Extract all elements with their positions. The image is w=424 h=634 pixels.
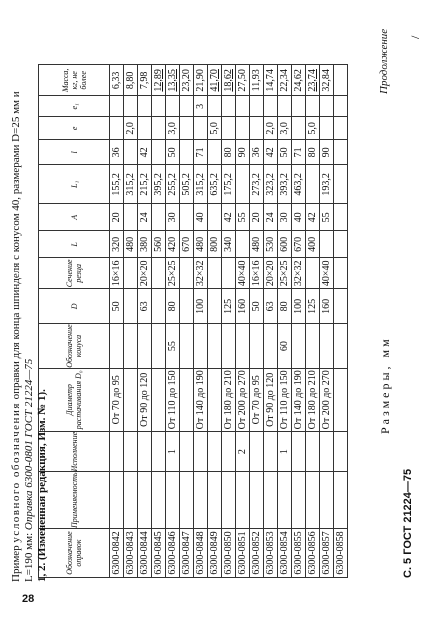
table-cell: От 180 до 210: [306, 370, 318, 430]
table-cell: 215,2: [138, 165, 152, 204]
table-cell: 6300-0851: [236, 529, 250, 578]
table-cell: [180, 368, 194, 431]
table-cell: [208, 431, 222, 472]
table-cell: [264, 431, 278, 472]
table-cell: [236, 165, 250, 204]
table-cell: [138, 472, 152, 529]
table-cell: 25×25: [166, 258, 180, 289]
column-header: Диаметр растачивания D₀: [39, 368, 110, 431]
column-header: A: [39, 204, 110, 231]
table-cell: 6300-0846: [166, 529, 180, 578]
table-cell: [124, 324, 138, 368]
table-cell: 32×32: [292, 258, 306, 289]
amendment-note: 1, 2. (Измененная редакция, Изм. № 1).: [36, 389, 48, 582]
column-header: Сечение резца: [39, 258, 110, 289]
table-cell: [124, 140, 138, 165]
table-cell: [208, 368, 222, 431]
table-cell: 36: [250, 140, 264, 165]
table-cell: 125: [222, 289, 236, 324]
table-row: [180, 65, 194, 578]
table-cell: 13,35: [166, 65, 180, 96]
table-cell: 24: [264, 204, 278, 231]
table-cell: 6300-0852: [250, 529, 264, 578]
table-cell: [208, 258, 222, 289]
note-spaced: условного обозначения: [10, 402, 22, 543]
table-cell: 42: [138, 140, 152, 165]
table-cell: [194, 324, 208, 368]
column-header: Обозначение оправок: [39, 529, 110, 578]
table-cell: [180, 96, 194, 117]
table-cell: 71: [194, 140, 208, 165]
table-cell: [152, 368, 166, 431]
table-row: [250, 65, 264, 578]
table-cell: [306, 472, 320, 529]
column-header: Масса, кг, не более: [39, 65, 110, 96]
table-cell: [180, 258, 194, 289]
note-body: оправки для конца шпинделя с конусом 40, размерами D=25 мм и L=190 мм:: [10, 91, 35, 582]
table-cell: От 90 до 120: [138, 368, 152, 431]
table-cell: 63: [138, 289, 152, 324]
table-cell: 27,50: [236, 65, 250, 96]
table-cell: 55: [320, 204, 334, 231]
table-cell: 2,0: [124, 117, 138, 140]
table-cell: 20: [110, 204, 124, 231]
note-designation: Оправка 6300-0801 ГОСТ 21224—75: [23, 358, 35, 531]
table-row: [334, 65, 348, 578]
table-cell: 255,2: [166, 165, 180, 204]
table-cell: 42: [264, 140, 278, 165]
table-cell: 8,80: [124, 65, 138, 96]
table-row: [222, 65, 236, 578]
table-cell: 6300-0853: [264, 529, 278, 578]
table-cell: От 140 до 190: [292, 370, 304, 430]
table-cell: [264, 472, 278, 529]
table-cell: [306, 165, 320, 204]
table-cell: [208, 96, 222, 117]
table-cell: 3,0: [166, 117, 180, 140]
table-cell: [222, 258, 236, 289]
table-cell: [110, 431, 124, 472]
table-cell: 6300-0842: [110, 529, 124, 578]
table-cell: [250, 324, 264, 368]
table-cell: [222, 431, 236, 472]
table-cell: 80: [306, 140, 320, 165]
table-cell: 50: [250, 289, 264, 324]
table-cell: 480: [250, 231, 264, 258]
table-cell: 670: [180, 231, 194, 258]
column-header: e₁: [39, 96, 110, 117]
table-cell: [292, 431, 306, 472]
table-cell: [236, 324, 250, 368]
table-cell: [208, 472, 222, 529]
table-cell: 6300-0848: [194, 529, 208, 578]
table-cell: 20×20: [264, 258, 278, 289]
table-cell: [334, 165, 348, 204]
table-cell: 50: [110, 289, 124, 324]
table-row: [194, 65, 208, 578]
table-cell: 14,74: [264, 65, 278, 96]
table-cell: 6300-0858: [334, 529, 348, 578]
table-cell: От 110 до 150: [166, 368, 180, 431]
table-cell: 315,2: [194, 165, 208, 204]
table-cell: [334, 431, 348, 472]
table-cell: [152, 117, 166, 140]
table-cell: 3: [194, 96, 208, 117]
table-cell: [320, 324, 334, 368]
table-cell: [180, 140, 194, 165]
table-cell: 22,34: [278, 65, 292, 96]
table-cell: [264, 324, 278, 368]
table-cell: 80: [222, 140, 236, 165]
table-cell: [180, 472, 194, 529]
table-cell: [194, 431, 208, 472]
table-cell: 560: [152, 231, 166, 258]
table-cell: 7,98: [138, 65, 152, 96]
table-cell: [222, 324, 236, 368]
table-cell: 23,74: [306, 65, 320, 96]
table-cell: От 200 до 270: [320, 370, 332, 430]
table-cell: [306, 96, 320, 117]
table-cell: 505,2: [180, 165, 194, 204]
table-cell: 5,0: [306, 117, 320, 140]
table-row: [306, 65, 320, 578]
table-cell: 90: [320, 140, 334, 165]
table-cell: [110, 96, 124, 117]
table-cell: [334, 368, 348, 431]
table-cell: 6300-0850: [222, 529, 236, 578]
table-cell: [250, 96, 264, 117]
table-cell: 600: [278, 231, 292, 258]
table-cell: 320: [110, 231, 124, 258]
column-header: l: [39, 140, 110, 165]
table-cell: [138, 96, 152, 117]
table-cell: От 140 до 190: [194, 370, 206, 430]
table-cell: 125: [306, 289, 320, 324]
note-lead: Пример: [10, 545, 22, 582]
dimensions-table: [38, 64, 348, 578]
table-cell: [138, 431, 152, 472]
table-cell: 6300-0845: [152, 529, 166, 578]
table-cell: 21,90: [194, 65, 208, 96]
table-cell: 11,93: [250, 65, 264, 96]
table-cell: 6300-0855: [292, 529, 306, 578]
table-cell: [250, 431, 264, 472]
table-row: [166, 65, 180, 578]
table-cell: 80: [278, 289, 292, 324]
table-cell: 50: [166, 140, 180, 165]
column-header: Применяемость: [39, 472, 110, 529]
table-cell: 6300-0849: [208, 529, 222, 578]
table-cell: [124, 96, 138, 117]
table-cell: 1: [278, 431, 292, 472]
table-cell: 40: [292, 204, 306, 231]
table-cell: 193,2: [320, 165, 334, 204]
table-cell: [320, 96, 334, 117]
table-cell: 340: [222, 231, 236, 258]
table-row: [152, 65, 166, 578]
table-cell: От 70 до 95: [250, 368, 264, 431]
table-cell: 480: [124, 231, 138, 258]
table-cell: 20×20: [138, 258, 152, 289]
table-cell: 18,62: [222, 65, 236, 96]
table-cell: [320, 472, 334, 529]
table-cell: [320, 431, 334, 472]
table-cell: [264, 96, 278, 117]
table-cell: 800: [208, 231, 222, 258]
table-cell: [292, 117, 306, 140]
edge-mark: /: [408, 35, 422, 39]
table-cell: 393,2: [278, 165, 292, 204]
column-header: Исполнение: [39, 431, 110, 472]
table-cell: [152, 431, 166, 472]
table-cell: [334, 289, 348, 324]
table-cell: [152, 140, 166, 165]
table-cell: 1: [166, 431, 180, 472]
table-cell: [166, 472, 180, 529]
table-cell: [334, 472, 348, 529]
table-cell: 6300-0857: [320, 529, 334, 578]
table-cell: [334, 65, 348, 96]
section-caption: Размеры, мм: [378, 336, 392, 434]
table-cell: [292, 96, 306, 117]
table-cell: От 180 до 210: [222, 370, 234, 430]
table-cell: 420: [166, 231, 180, 258]
table-cell: 6300-0854: [278, 529, 292, 578]
table-cell: [124, 258, 138, 289]
table-cell: 6300-0856: [306, 529, 320, 578]
table-row: [236, 65, 250, 578]
table-cell: [320, 231, 334, 258]
table-cell: [138, 117, 152, 140]
table-cell: [124, 431, 138, 472]
table-cell: [334, 117, 348, 140]
table-cell: 32×32: [194, 258, 208, 289]
table-cell: 12,89: [152, 65, 166, 96]
table-cell: 36: [110, 140, 124, 165]
table-cell: 55: [166, 324, 180, 368]
table-cell: [250, 117, 264, 140]
table-cell: [334, 324, 348, 368]
table-cell: [250, 472, 264, 529]
table-cell: [236, 117, 250, 140]
table-cell: [194, 472, 208, 529]
table-cell: [334, 96, 348, 117]
table-cell: 42: [222, 204, 236, 231]
table-cell: 30: [166, 204, 180, 231]
table-cell: 175,2: [222, 165, 236, 204]
table-cell: 42: [306, 204, 320, 231]
table-cell: [194, 117, 208, 140]
table-cell: [292, 472, 306, 529]
table-cell: 315,2: [124, 165, 138, 204]
table-cell: [334, 140, 348, 165]
table-cell: 16×16: [250, 258, 264, 289]
table-row: [278, 65, 292, 578]
table-cell: [236, 231, 250, 258]
table-cell: [236, 472, 250, 529]
table-cell: 63: [264, 289, 278, 324]
table-row: [124, 65, 138, 578]
table-cell: 100: [194, 289, 208, 324]
table-cell: [152, 289, 166, 324]
table-cell: [208, 204, 222, 231]
table-cell: [180, 117, 194, 140]
example-note: [10, 62, 49, 582]
table-cell: 24,62: [292, 65, 306, 96]
table-cell: [236, 96, 250, 117]
table-cell: 90: [236, 140, 250, 165]
table-cell: 6300-0847: [180, 529, 194, 578]
table-cell: 2,0: [264, 117, 278, 140]
table-cell: [180, 204, 194, 231]
continued-label: Продолжение: [378, 28, 390, 94]
table-cell: 30: [278, 204, 292, 231]
table-cell: 41,70: [208, 65, 222, 96]
table-cell: [124, 368, 138, 431]
table-cell: 160: [320, 289, 334, 324]
table-cell: [138, 324, 152, 368]
table-cell: [208, 140, 222, 165]
table-cell: [110, 472, 124, 529]
table-cell: [124, 204, 138, 231]
table-cell: 400: [306, 231, 320, 258]
table-cell: 463,2: [292, 165, 306, 204]
table-cell: 40×40: [236, 258, 250, 289]
table-cell: 6300-0844: [138, 529, 152, 578]
table-cell: [152, 472, 166, 529]
table-cell: [292, 324, 306, 368]
table-cell: 155,2: [110, 165, 124, 204]
table-cell: 273,2: [250, 165, 264, 204]
table-cell: От 90 до 120: [264, 368, 278, 431]
table-cell: От 200 до 270: [236, 370, 248, 430]
table-cell: [180, 324, 194, 368]
table-cell: [208, 324, 222, 368]
table-row: [110, 65, 124, 578]
table-cell: 60: [278, 324, 292, 368]
table-cell: От 110 до 150: [278, 368, 292, 431]
table-cell: [152, 204, 166, 231]
table-cell: 16×16: [110, 258, 124, 289]
table-cell: [222, 96, 236, 117]
table-row: [320, 65, 334, 578]
table-cell: 50: [278, 140, 292, 165]
table-cell: 40×40: [320, 258, 334, 289]
table-row: [292, 65, 306, 578]
table-row: [138, 65, 152, 578]
table-cell: [334, 204, 348, 231]
table-cell: [110, 117, 124, 140]
table-cell: [306, 324, 320, 368]
table-cell: [334, 231, 348, 258]
table-cell: 635,2: [208, 165, 222, 204]
table-cell: [152, 96, 166, 117]
table-cell: 2: [236, 431, 250, 472]
table-row: [264, 65, 278, 578]
table-cell: 55: [236, 204, 250, 231]
table-cell: 20: [250, 204, 264, 231]
table-cell: 23,20: [180, 65, 194, 96]
table-cell: [124, 472, 138, 529]
table-cell: [278, 96, 292, 117]
table-cell: [180, 289, 194, 324]
table-cell: [180, 431, 194, 472]
table-cell: [306, 431, 320, 472]
table-cell: 3,0: [278, 117, 292, 140]
column-header: Обозначение конуса: [39, 324, 110, 368]
table-cell: 395,2: [152, 165, 166, 204]
table-cell: 480: [194, 231, 208, 258]
table-cell: [110, 324, 124, 368]
table-cell: 5,0: [208, 117, 222, 140]
table-cell: [334, 258, 348, 289]
table-cell: [152, 258, 166, 289]
table-cell: [222, 117, 236, 140]
table-cell: [208, 289, 222, 324]
table-cell: [320, 117, 334, 140]
page-number: 28: [22, 593, 35, 605]
column-header: D: [39, 289, 110, 324]
table-cell: 670: [292, 231, 306, 258]
table-cell: 32,84: [320, 65, 334, 96]
table-cell: 71: [292, 140, 306, 165]
table-cell: 323,2: [264, 165, 278, 204]
column-header: L₁: [39, 165, 110, 204]
table-cell: 40: [194, 204, 208, 231]
table-cell: 6300-0843: [124, 529, 138, 578]
table-cell: [166, 96, 180, 117]
table-cell: [124, 289, 138, 324]
table-cell: [152, 324, 166, 368]
table-row: [208, 65, 222, 578]
table-cell: 25×25: [278, 258, 292, 289]
table-cell: 380: [138, 231, 152, 258]
table-cell: 24: [138, 204, 152, 231]
column-header: L: [39, 231, 110, 258]
table-cell: 100: [292, 289, 306, 324]
column-header: e: [39, 117, 110, 140]
table-cell: [222, 472, 236, 529]
document-header: С. 5 ГОСТ 21224—75: [402, 468, 414, 578]
table-cell: 6,33: [110, 65, 124, 96]
table-cell: 530: [264, 231, 278, 258]
table-cell: 160: [236, 289, 250, 324]
table-cell: [306, 258, 320, 289]
table-cell: От 70 до 95: [110, 368, 124, 431]
table-cell: 80: [166, 289, 180, 324]
table-cell: [278, 472, 292, 529]
